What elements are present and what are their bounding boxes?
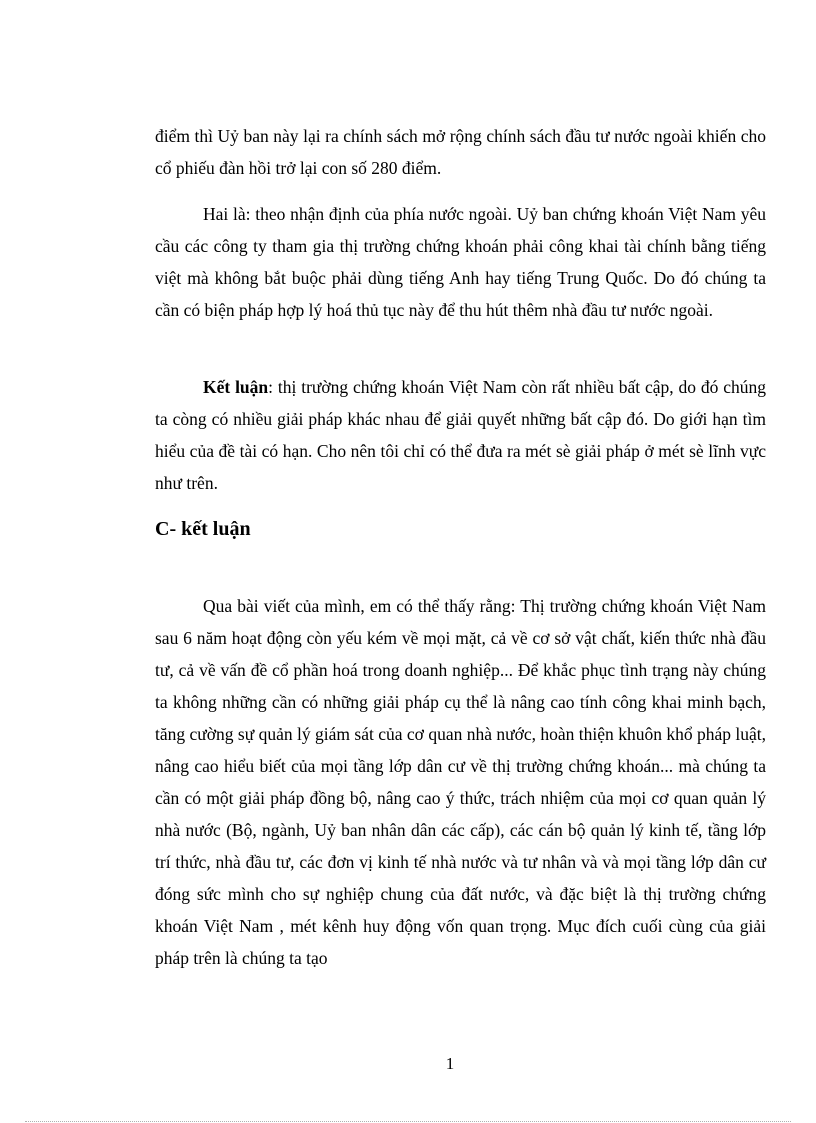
paragraph-second-point: Hai là: theo nhận định của phía nước ngoài. Uỷ ban chứng khoán Việt Nam yêu cầu các công ty tham gia thị trường chứng khoán phải công khai tài chính bằng tiếng việt mà không bắt buộc phải dùng tiếng Anh hay tiếng Trung Quốc. Do đó chúng ta cần có biện pháp hợp lý hoá thủ tục này để thu hút thêm nhà đầu tư nước ngoài. [155,204,766,320]
conclusion-text: : thị trường chứng khoán Việt Nam còn rất nhiều bất cập, do đó chúng ta còng có nhiều giải pháp khác nhau để giải quyết những bất cập đó. Do giới hạn tìm hiểu của đề tài có hạn. Cho nên tôi chỉ có thể đưa ra mét sè giải pháp ở mét sè lĩnh vực như trên. [155,377,766,493]
page-bottom-divider [25,1121,791,1122]
section-heading: C- kết luận [155,518,251,540]
conclusion-label: Kết luận [203,377,269,397]
page-number: 1 [445,1054,455,1073]
paragraph-final-conclusion: Qua bài viết của mình, em có thể thấy rằng: Thị trường chứng khoán Việt Nam sau 6 năm hoạt động còn yếu kém về mọi mặt, cả về cơ sở vật chất, kiến thức nhà đầu tư, cả về vấn đề cổ phần hoá trong doanh nghiệp... Để khắc phục tình trạng này chúng ta không những cần có những giải pháp cụ thể là nâng cao tính công khai minh bạch, tăng cường sự quản lý giám sát của cơ quan nhà nước, hoàn thiện khuôn khổ pháp luật, nâng cao hiểu biết của mọi tầng lớp dân cư về thị trường chứng khoán... mà chúng ta cần có một giải pháp đồng bộ, nâng cao ý thức, trách nhiệm của mọi cơ quan quản lý nhà nước (Bộ, ngành, Uỷ ban nhân dân các cấp), các cán bộ quản lý kinh tế, tầng lớp trí thức, nhà đầu tư, các đơn vị kinh tế nhà nước và tư nhân và và mọi tầng lớp dân cư đóng sức mình cho sự nghiệp chung của đất nước, và đặc biệt là thị trường chứng khoán Việt Nam , mét kênh huy động vốn quan trọng. Mục đích cuối cùng của giải pháp trên là chúng ta tạo [155,596,766,968]
paragraph-conclusion [155,371,766,499]
paragraph-continuation: điểm thì Uỷ ban này lại ra chính sách mở rộng chính sách đầu tư nước ngoài khiến cho cổ phiếu đàn hồi trở lại con số 280 điểm. [155,126,766,178]
